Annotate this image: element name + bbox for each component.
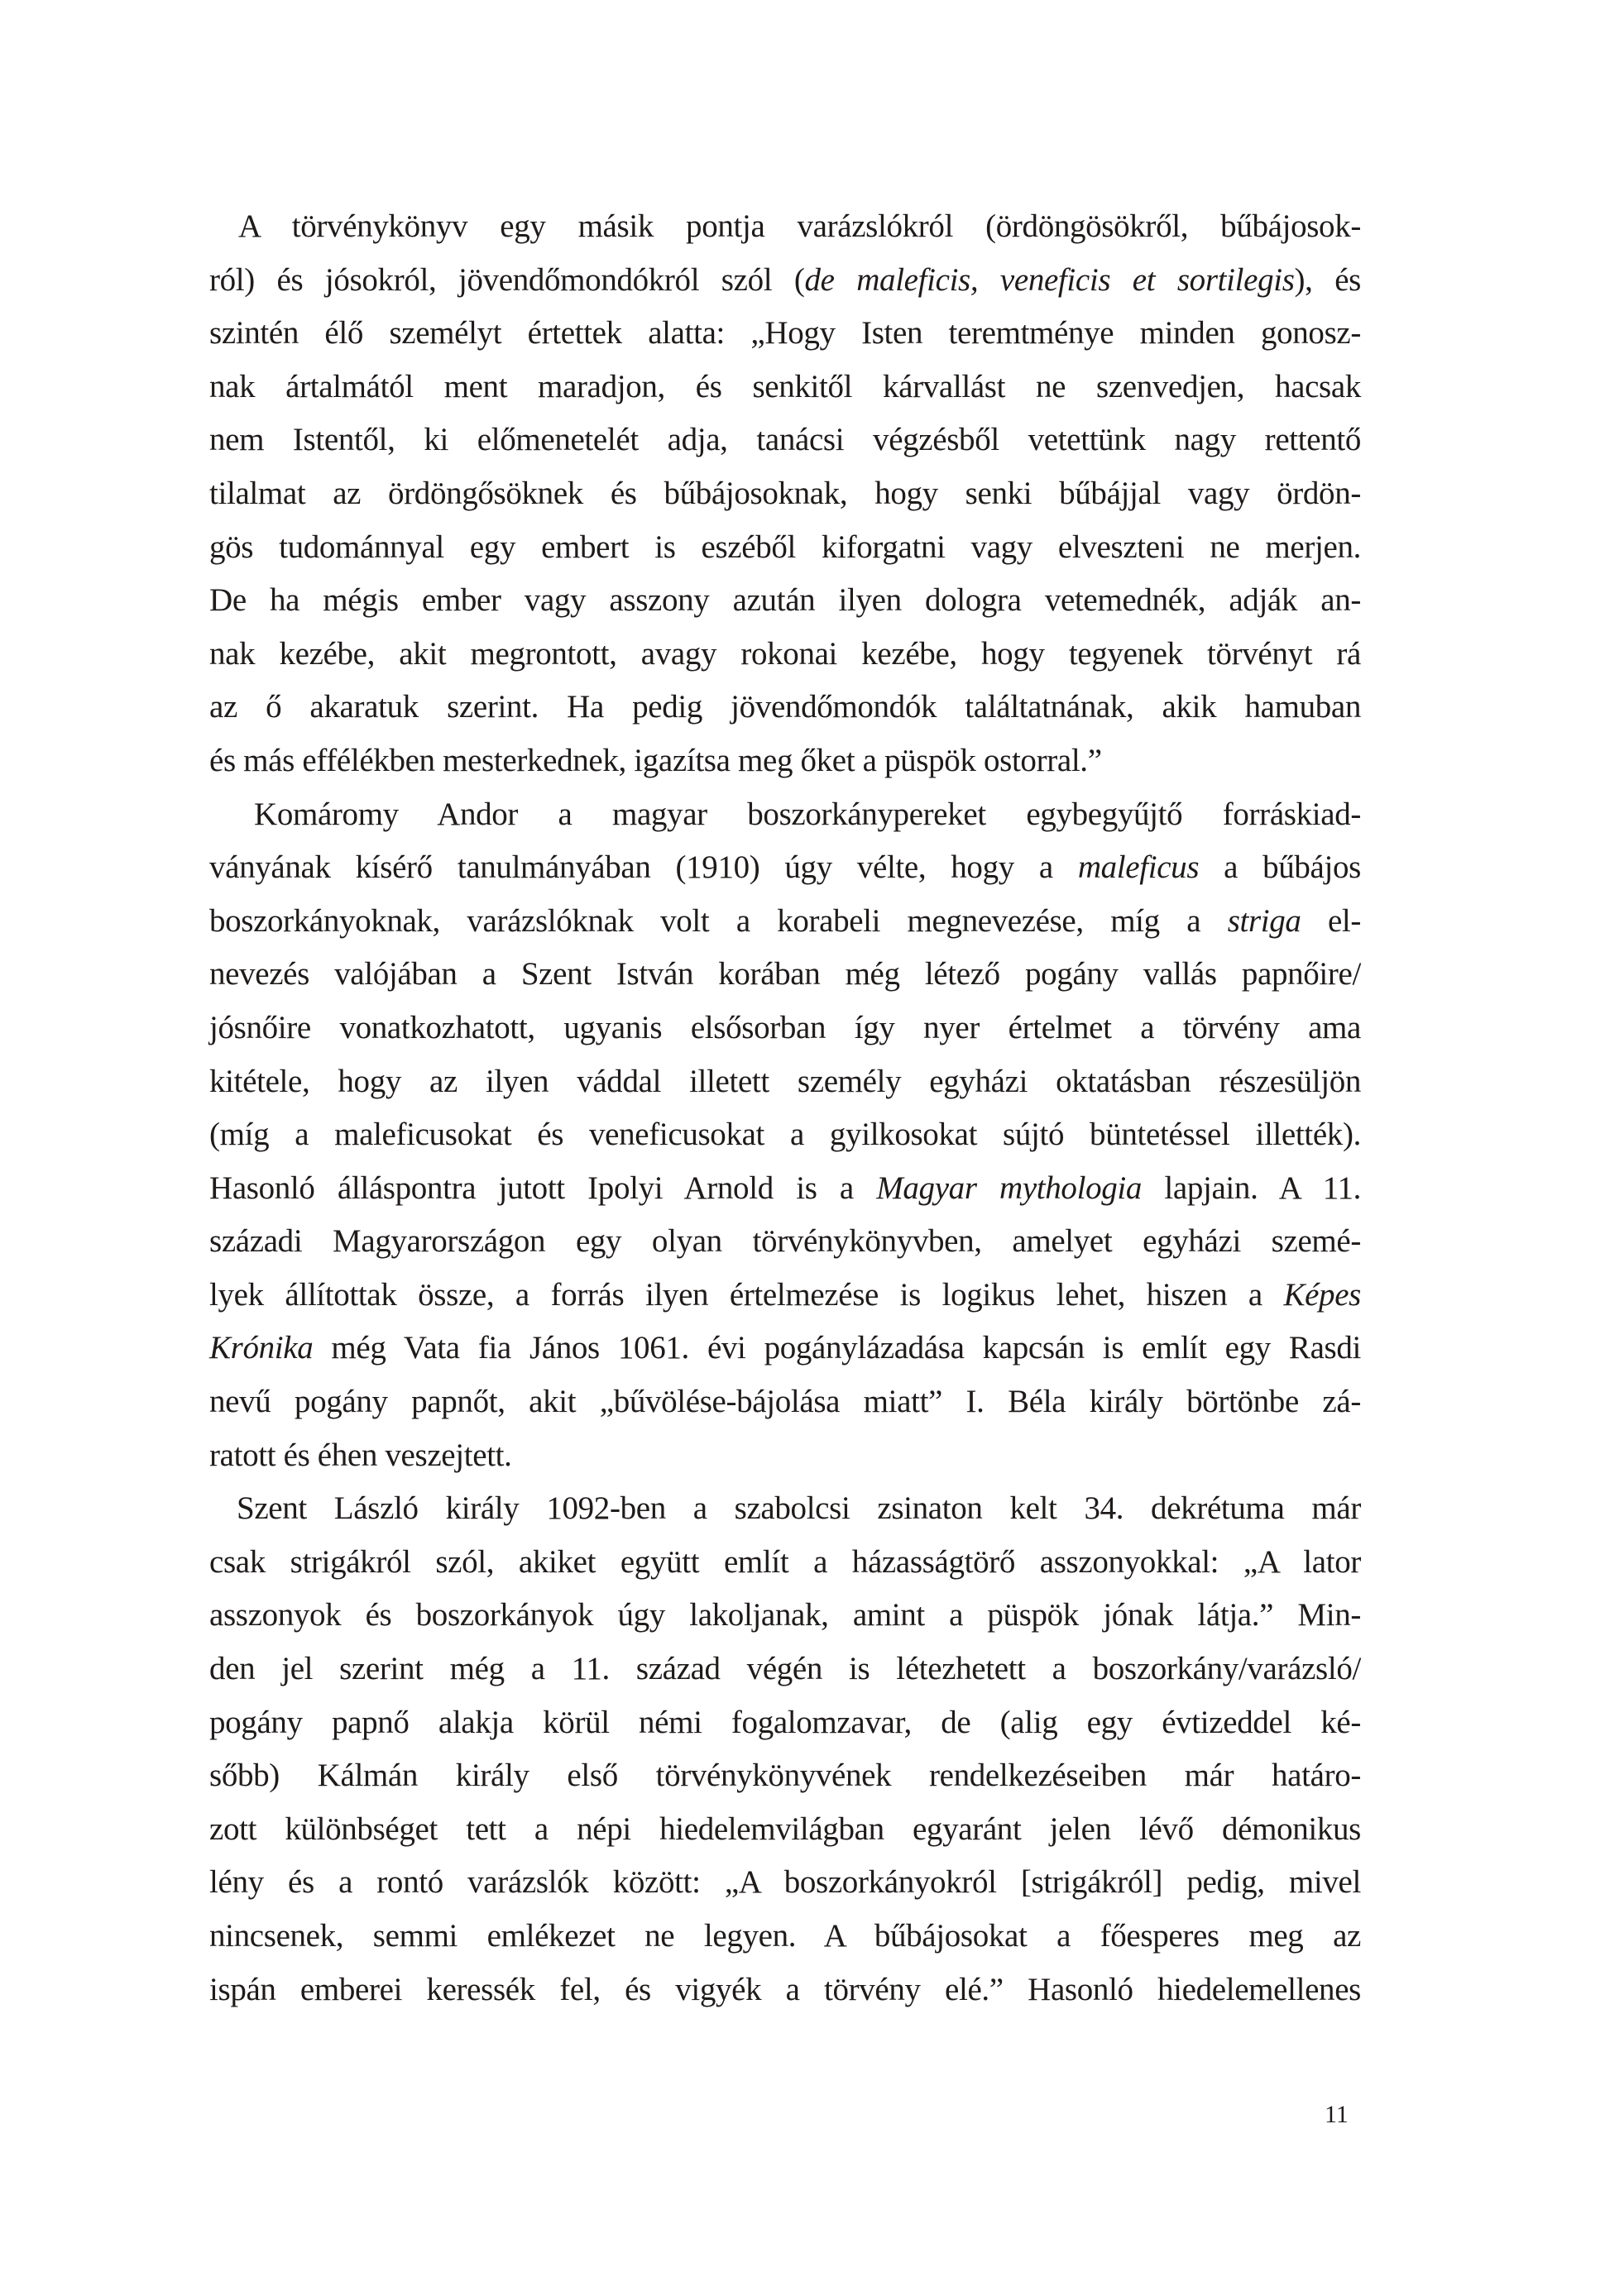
text-segment: és más effélékben mesterkednek, igazítsa meg őket a püspök ostorral.” (209, 742, 1102, 778)
text-segment: ratott és éhen veszejtett. (209, 1437, 512, 1473)
text-line (209, 1322, 1361, 1375)
text-line (209, 1856, 1361, 1910)
text-line (209, 1803, 1361, 1857)
text-line (209, 1589, 1361, 1643)
text-line (209, 1002, 1361, 1055)
text-line (209, 788, 1361, 842)
text-line (209, 628, 1361, 682)
text-segment: jósnőire vonatkozhatott, ugyanis elsősorban így nyer értelmet a törvény ama (209, 1009, 1361, 1045)
text-line (209, 1749, 1361, 1803)
text-line (209, 681, 1361, 734)
text-segment: el- (1301, 902, 1362, 939)
text-segment: az ő akaratuk szerint. Ha pedig jövendőmondók találtatnának, akik hamuban (209, 689, 1361, 725)
text-line (209, 307, 1361, 361)
text-segment: még Vata fia János 1061. évi pogánylázadása kapcsán is említ egy Rasdi (313, 1330, 1361, 1366)
text-segment: nak kezébe, akit megrontott, avagy rokonai kezébe, hogy tegyenek törvényt rá (209, 635, 1361, 672)
text-line (209, 1910, 1361, 1964)
text-segment: lény és a rontó varázslók között: „A boszorkányokról [strigákról] pedig, mivel (209, 1864, 1361, 1901)
italic-text: striga (1227, 902, 1301, 939)
text-segment: asszonyok és boszorkányok úgy lakoljanak, amint a püspök jónak látja.” Min- (209, 1597, 1361, 1634)
text-line (209, 895, 1361, 949)
italic-text: de maleficis, veneficis et sortilegis (804, 261, 1295, 298)
text-segment: A törvénykönyv egy másik pontja varázslókról (ördöngösökről, bűbájosok- (238, 208, 1361, 244)
text-line (209, 734, 1361, 788)
text-segment: De ha mégis ember vagy asszony azután ilyen dologra vetemednék, adják an- (209, 582, 1361, 619)
text-segment: nem Istentől, ki előmenetelét adja, tanácsi végzésből vetettünk nagy rettentő (209, 422, 1361, 458)
text-segment: Hasonló álláspontra jutott Ipolyi Arnold is a (209, 1170, 877, 1206)
paragraph (209, 788, 1361, 1483)
text-line (209, 1964, 1361, 2017)
text-segment: sőbb) Kálmán király első törvénykönyvének rendelkezéseiben már határo- (209, 1758, 1361, 1794)
text-segment: nevezés valójában a Szent István korában még létező pogány vallás papnőire/ (209, 956, 1361, 993)
text-segment: tilalmat az ördöngősöknek és bűbájosoknak, hogy senki bűbájjal vagy ördön- (209, 475, 1361, 511)
text-line (209, 841, 1361, 895)
text-segment: ), és (1294, 261, 1361, 298)
italic-text: Krónika (209, 1330, 314, 1366)
italic-text: Magyar mythologia (876, 1170, 1143, 1206)
paragraph (209, 200, 1361, 788)
text-segment: századi Magyarországon egy olyan törvénykönyvben, amelyet egyházi szemé- (209, 1223, 1361, 1260)
text-line (209, 1269, 1361, 1323)
text-segment: ispán emberei keressék fel, és vigyék a törvény elé.” Hasonló hiedelemellenes (209, 1971, 1361, 2007)
text-segment: szintén élő személyt értettek alatta: „Hogy Isten teremtménye minden gonosz- (209, 315, 1361, 352)
text-segment: nevű pogány papnőt, akit „bűvölése-bájolása miatt” I. Béla király börtönbe zá- (209, 1384, 1361, 1420)
text-segment: gös tudománnyal egy embert is eszéből kiforgatni vagy elveszteni ne merjen. (209, 529, 1361, 565)
text-line (209, 361, 1361, 414)
text-segment: csak strigákról szól, akiket együtt említ a házasságtörő asszonyokkal: „A lator (209, 1543, 1361, 1580)
text-segment: pogány papnő alakja körül némi fogalomzavar, de (alig egy évtizeddel ké- (209, 1704, 1361, 1740)
text-segment: den jel szerint még a 11. század végén is létezhetett a boszorkány/varázsló/ (209, 1651, 1361, 1687)
paragraph (209, 1482, 1361, 2016)
text-line (209, 414, 1361, 467)
text-segment: a bűbájos (1199, 849, 1361, 886)
page-number: 11 (1325, 2101, 1349, 2128)
text-segment: kitétele, hogy az ilyen váddal illetett személy egyházi oktatásban részesüljön (209, 1063, 1361, 1099)
text-line (209, 1215, 1361, 1269)
text-segment: zott különbséget tett a népi hiedelemvilágban egyaránt jelen lévő démonikus (209, 1810, 1361, 1847)
text-segment: lyek állítottak össze, a forrás ilyen értelmezése is logikus lehet, hiszen a (209, 1276, 1284, 1313)
text-line (209, 467, 1361, 521)
text-segment: ványának kísérő tanulmányában (1910) úgy vélte, hogy a (209, 849, 1078, 886)
text-segment: boszorkányoknak, varázslóknak volt a korabeli megnevezése, míg a (209, 902, 1228, 939)
text-line (209, 254, 1361, 308)
text-segment: lapjain. A 11. (1142, 1170, 1361, 1206)
text-segment: (míg a maleficusokat és veneficusokat a gyilkosokat sújtó büntetéssel illették). (209, 1117, 1361, 1153)
text-segment: ról) és jósokról, jövendőmondókról szól ( (209, 261, 805, 298)
text-line (209, 1375, 1361, 1429)
text-line (209, 1108, 1361, 1162)
text-line (209, 1162, 1361, 1216)
text-line (209, 1482, 1361, 1536)
text-line (209, 1643, 1361, 1696)
text-segment: nincsenek, semmi emlékezet ne legyen. A bűbájosokat a főesperes meg az (209, 1918, 1361, 1954)
text-segment: Komáromy Andor a magyar boszorkánypereket egybegyűjtő forráskiad- (254, 796, 1361, 832)
text-segment: Szent László király 1092-ben a szabolcsi zsinaton kelt 34. dekrétuma már (237, 1490, 1361, 1527)
text-line (209, 521, 1361, 575)
italic-text: maleficus (1077, 849, 1200, 886)
text-line (209, 1429, 1361, 1483)
text-line (209, 948, 1361, 1002)
italic-text: Képes (1283, 1276, 1361, 1313)
text-line (209, 200, 1361, 254)
text-line (209, 1055, 1361, 1109)
text-segment: nak ártalmától ment maradjon, és senkitől kárvallást ne szenvedjen, hacsak (209, 368, 1361, 404)
body-text (209, 200, 1361, 2016)
text-line (209, 574, 1361, 628)
text-line (209, 1696, 1361, 1750)
text-line (209, 1536, 1361, 1590)
